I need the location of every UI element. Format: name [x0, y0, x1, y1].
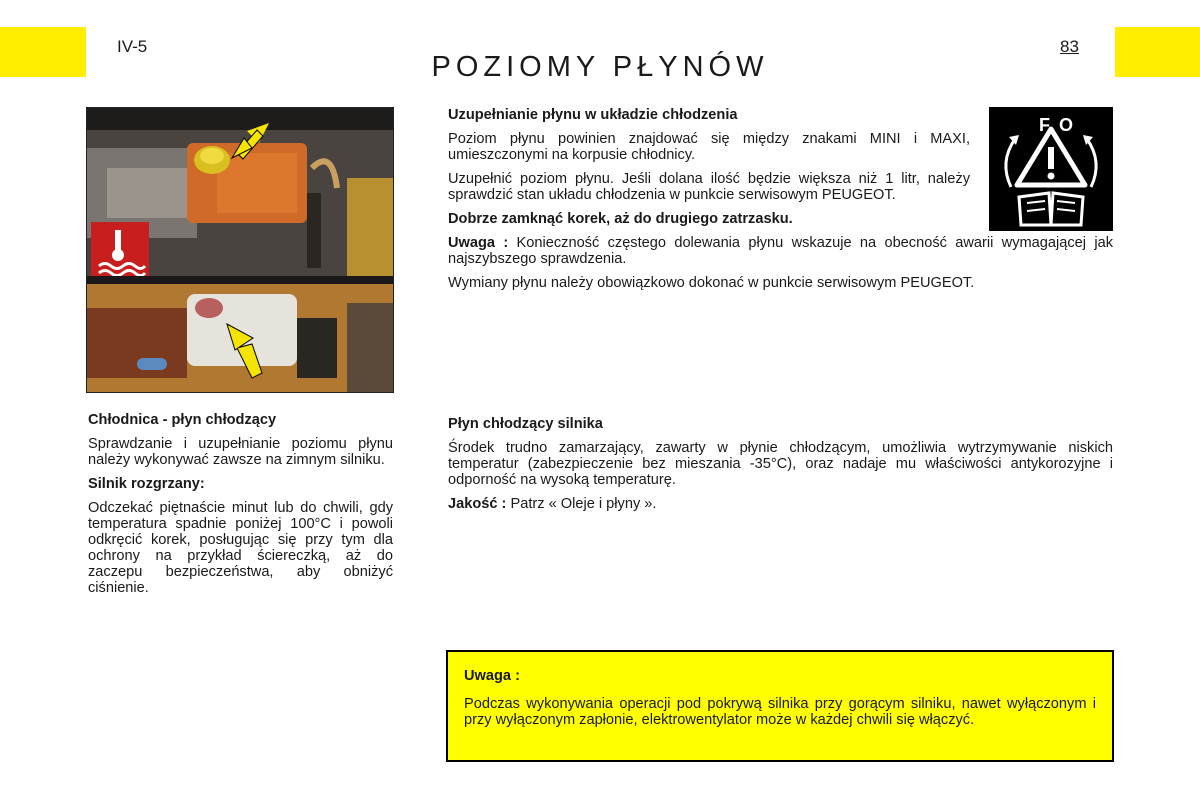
refill-level-text: Poziom płynu powinien znajdować się między znakami MINI i MAXI, umieszczonymi na korpusie chłodnicy. [448, 131, 970, 163]
refill-top-up-text: Uzupełnić poziom płynu. Jeśli dolana ilość będzie większa niż 1 litr, należy sprawdzić stan układu chłodzenia w punkcie serwisowym PEUGEOT. [448, 171, 970, 203]
quality-paragraph [448, 496, 1113, 512]
refill-note-text: Konieczność częstego dolewania płynu wskazuje na obecność awarii wymagającej jak najszybszego sprawdzenia. [448, 235, 1113, 267]
coolant-heading: Chłodnica - płyn chłodzący [88, 412, 277, 428]
refill-service-text: Wymiany płynu należy obowiązkowo dokonać w punkcie serwisowym PEUGEOT. [448, 275, 975, 291]
page-title: POZIOMY PŁYNÓW [431, 51, 769, 84]
engine-coolant-text: Środek trudno zamarzający, zawarty w płynie chłodzącym, umożliwia wytrzymywanie niskich temperatur (zabezpieczenie bez mieszania -35°C), oraz nadaje mu właściwości antykorozyjne i odporność na wysoką temperaturę. [448, 440, 1113, 488]
section-code: IV-5 [117, 37, 148, 56]
refill-heading: Uzupełnianie płynu w układzie chłodzenia [448, 107, 738, 123]
engine-bay-photo [86, 107, 394, 393]
right-yellow-tab [1115, 27, 1200, 77]
refill-note-paragraph [448, 235, 1113, 267]
page-number: 83 [1060, 37, 1079, 56]
left-column [88, 412, 393, 604]
note-box-heading: Uwaga : [464, 668, 520, 684]
engine-coolant-section [448, 416, 1113, 520]
note-box-text: Podczas wykonywania operacji pod pokrywą silnika przy gorącym silniku, nawet wyłączonym i przy wyłączonym zapłonie, elektrowentylator może w każdej chwili się włączyć. [464, 696, 1096, 728]
hot-engine-text: Odczekać piętnaście minut lub do chwili, gdy temperatura spadnie poniżej 100°C i powoli odkręcić korek, posługując się przy tym dla ochrony na przykład ściereczką, aż do zaczepu bezpieczeństwa, aby obniżyć ciśnienie. [88, 500, 393, 596]
quality-label: Jakość : [448, 496, 507, 512]
warning-letter-o: O [1059, 115, 1074, 135]
engine-coolant-heading: Płyn chłodzący silnika [448, 416, 603, 432]
left-yellow-tab [0, 27, 86, 77]
hot-engine-heading: Silnik rozgrzany: [88, 476, 205, 492]
warning-note-box [446, 650, 1114, 762]
refill-note-label: Uwaga : [448, 235, 509, 251]
refill-close-cap-text: Dobrze zamknąć korek, aż do drugiego zatrzasku. [448, 211, 793, 227]
warning-letter-f: F [1039, 115, 1050, 135]
quality-text: Patrz « Oleje i płyny ». [506, 496, 657, 512]
cold-engine-text: Sprawdzanie i uzupełnianie poziomu płynu należy wykonywać zawsze na zimnym silniku. [88, 436, 393, 468]
oil-component [87, 308, 187, 378]
warning-triangle-book-icon [989, 107, 1113, 231]
